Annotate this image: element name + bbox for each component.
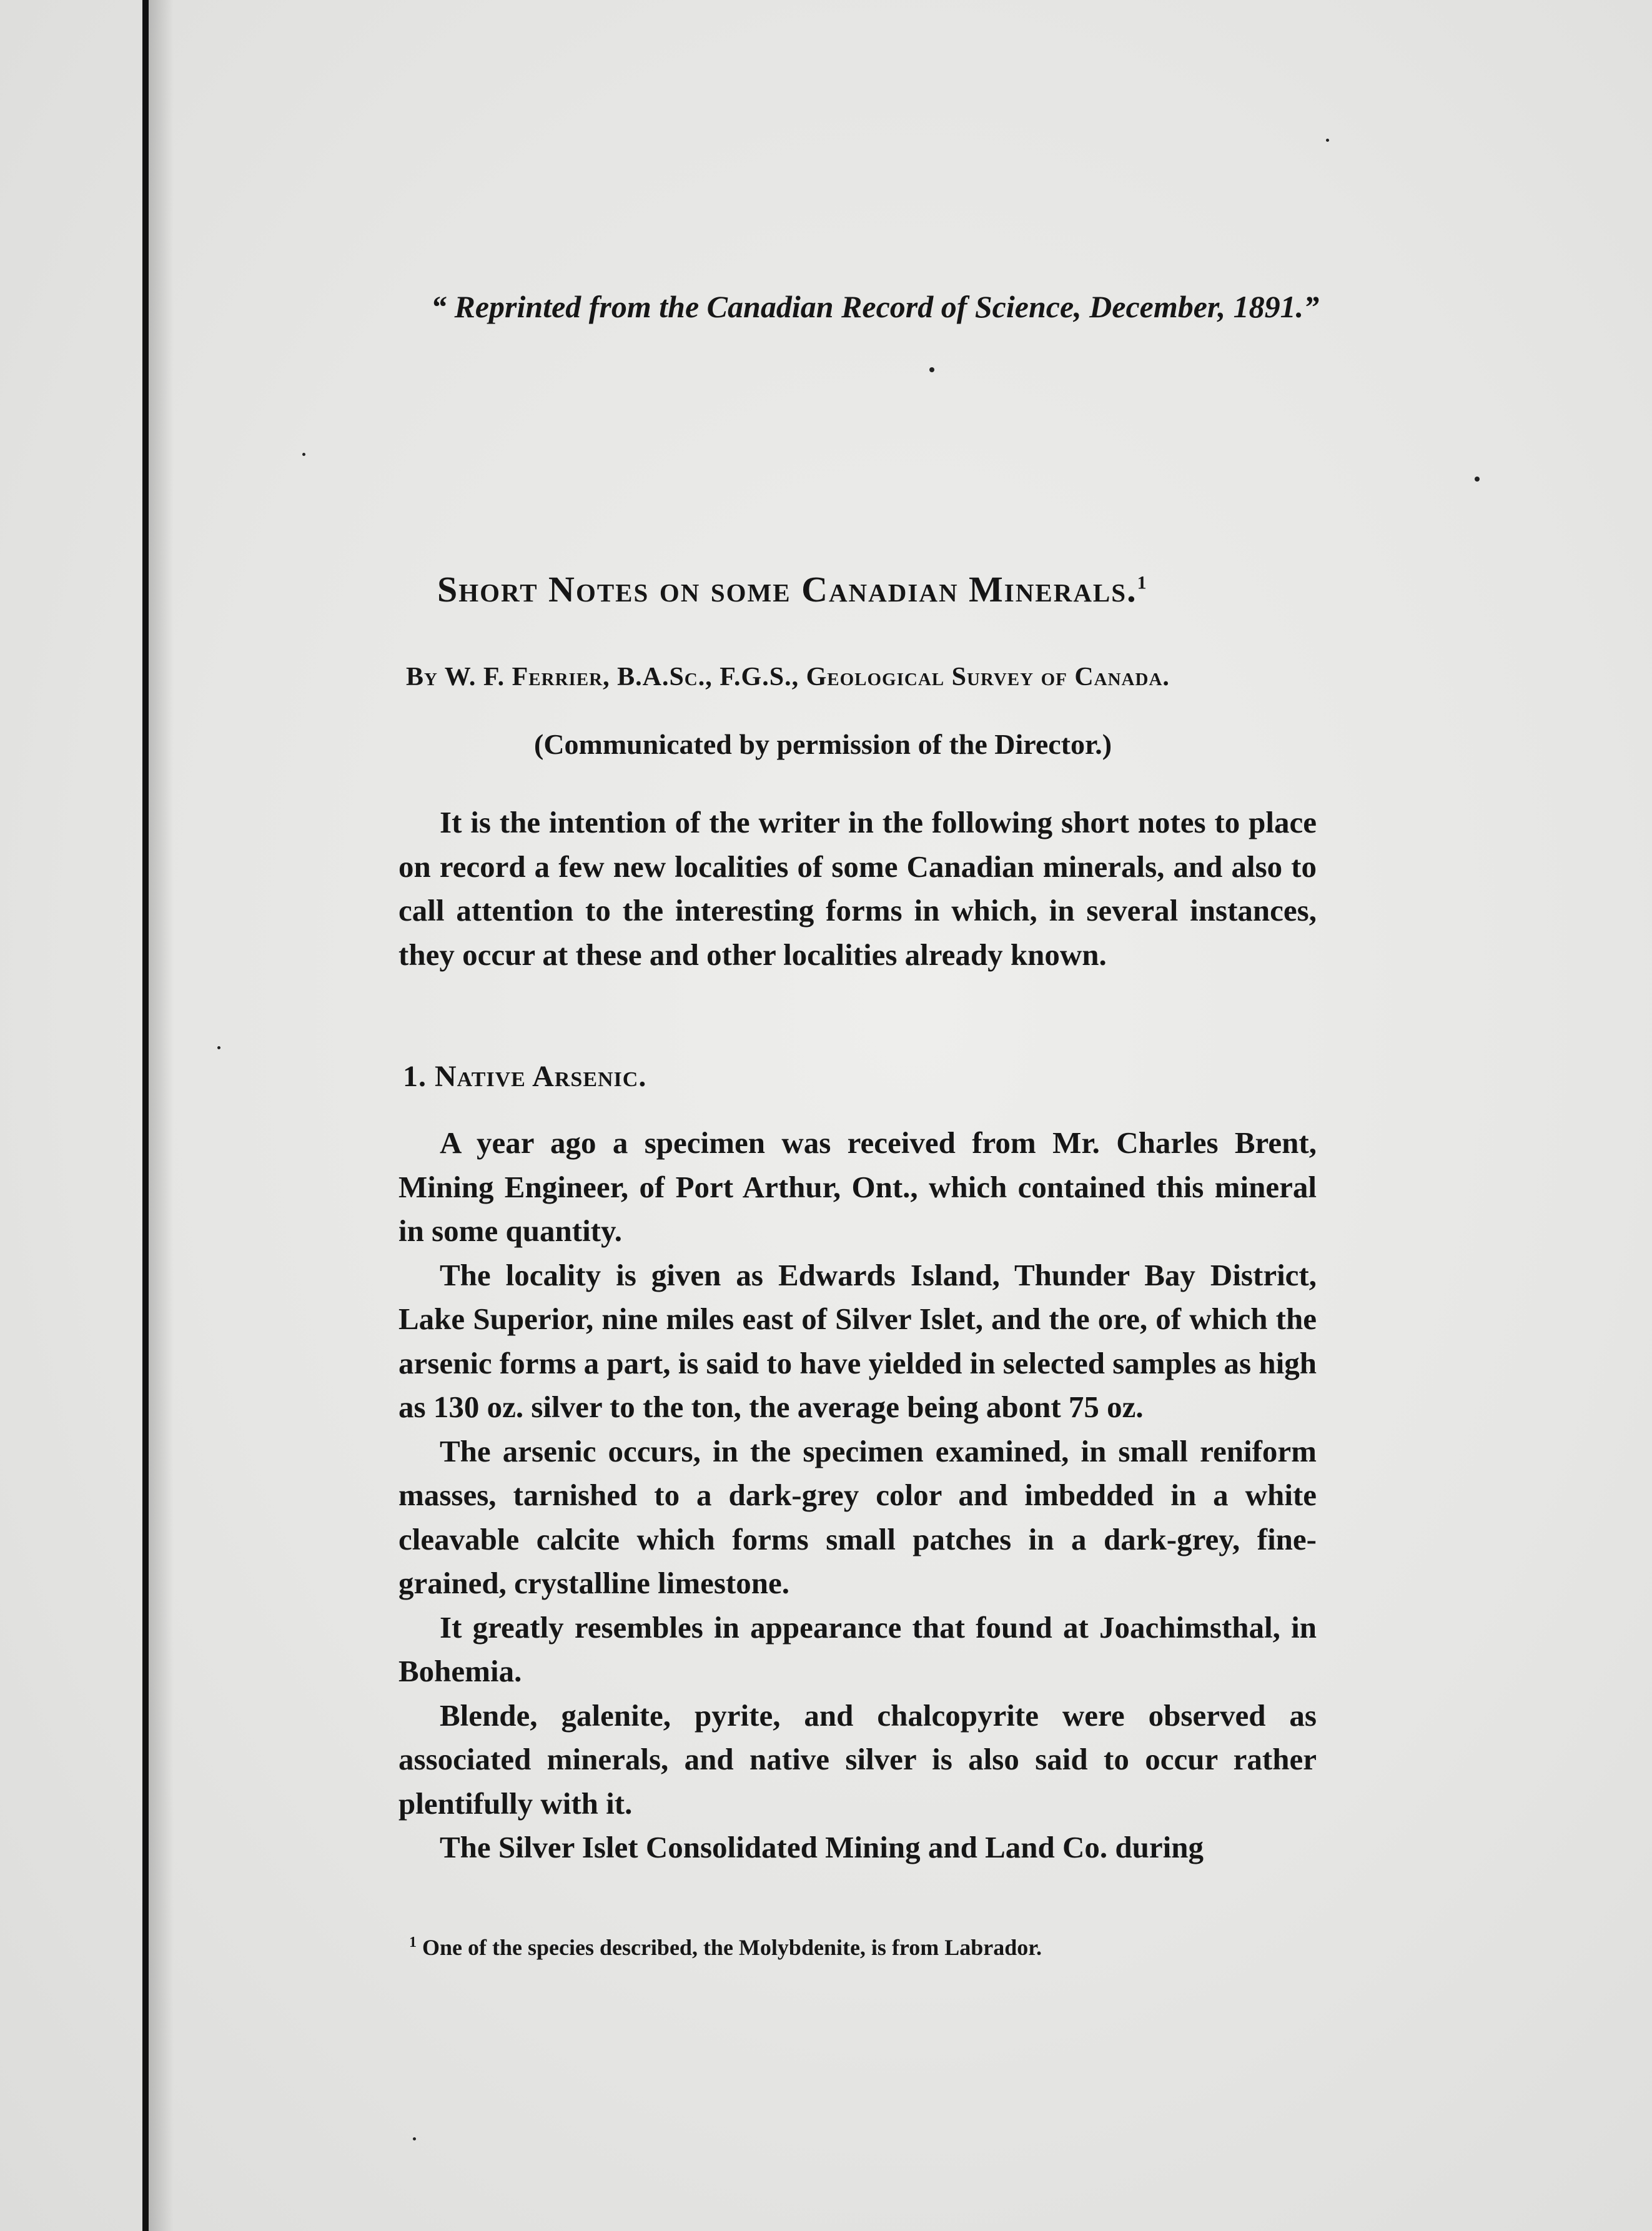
ink-speck	[302, 453, 305, 456]
title-footnote-mark: 1	[1137, 572, 1148, 593]
intro-paragraph: It is the intention of the writer in the following short notes to place on record a few new localities of some Canadian minerals, and also to call attention to the interesting forms in which, in several instances, they occur at these and other localities already known.	[398, 805, 1317, 972]
ink-speck	[1326, 139, 1329, 142]
intro-text	[398, 801, 1317, 977]
section-heading: 1. Native Arsenic.	[403, 1060, 647, 1093]
body-paragraph: Blende, galenite, pyrite, and chalcopyrite were observed as associated minerals, and native silver is also said to occur rather plentifully with it.	[398, 1698, 1317, 1821]
binding-shadow	[149, 0, 174, 2231]
article-title	[437, 568, 1349, 610]
body-paragraph: The Silver Islet Consolidated Mining and Land Co. during	[440, 1830, 1204, 1864]
body-paragraph: It greatly resembles in appearance that found at Joachimsthal, in Bohemia.	[398, 1610, 1317, 1688]
footnote	[409, 1934, 1284, 1961]
ink-speck	[413, 2137, 416, 2140]
reprint-note: “ Reprinted from the Canadian Record of Science, December, 1891.”	[431, 289, 1320, 324]
section-body	[398, 1121, 1317, 1870]
binding-edge	[142, 0, 149, 2231]
article-title-text: Short Notes on some Canadian Minerals.	[437, 569, 1137, 610]
ink-speck	[1475, 477, 1480, 482]
ink-speck	[929, 367, 934, 372]
author-byline: By W. F. Ferrier, B.A.Sc., F.G.S., Geological Survey of Canada.	[406, 663, 1170, 691]
body-paragraph: The locality is given as Edwards Island, Thunder Bay District, Lake Superior, nine miles east of Silver Islet, and the ore, of which the arsenic forms a part, is said to have yielded in selected samples as high as 130 oz. silver to the ton, the average being abont 75 oz.	[398, 1257, 1317, 1424]
footnote-text: One of the species described, the Molybdenite, is from Labrador.	[422, 1935, 1042, 1960]
communicated-note: (Communicated by permission of the Director.)	[534, 728, 1112, 760]
body-paragraph: A year ago a specimen was received from Mr. Charles Brent, Mining Engineer, of Port Arthur, Ont., which contained this mineral in some quantity.	[398, 1125, 1317, 1248]
body-paragraph: The arsenic occurs, in the specimen examined, in small reniform masses, tarnished to a dark-grey color and imbedded in a white cleavable calcite which forms small patches in a dark-grey, fine-grained, crystalline limestone.	[398, 1433, 1317, 1600]
ink-speck	[217, 1046, 220, 1049]
footnote-mark: 1	[409, 1934, 417, 1951]
